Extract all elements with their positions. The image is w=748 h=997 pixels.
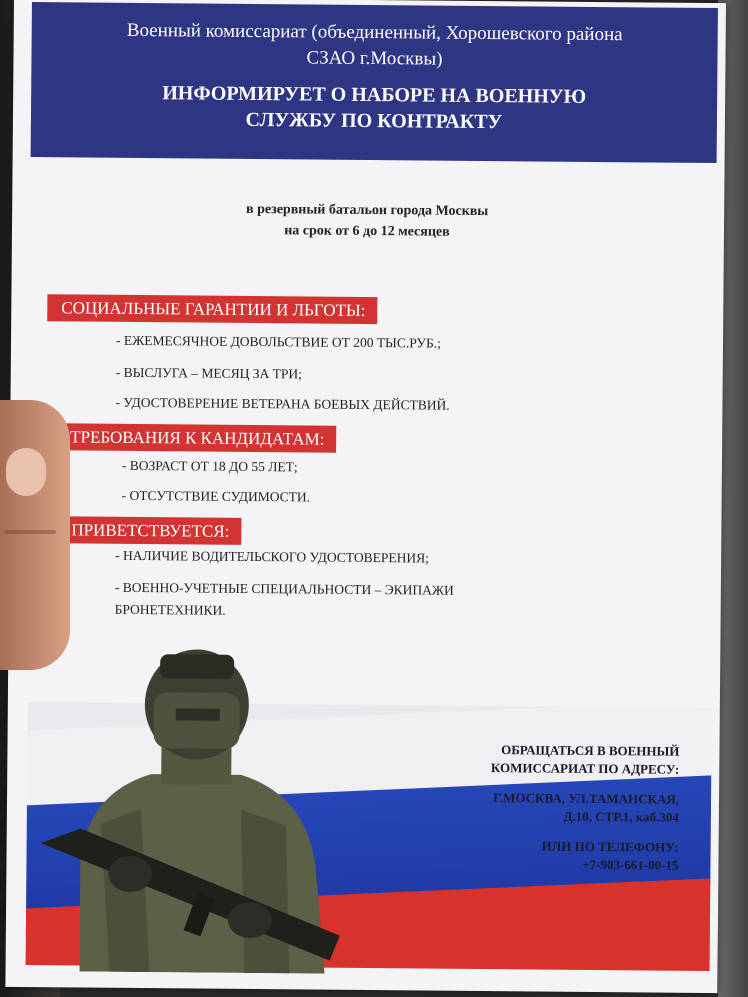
contact-line-1: ОБРАЩАТЬСЯ В ВОЕННЫЙ	[501, 742, 680, 759]
header-banner	[31, 2, 718, 163]
commissariat-name: Военный комиссариат (объединенный, Хорошевского района СЗАО г.Москвы)	[126, 19, 623, 70]
guarantee-item-3: - УДОСТОВЕРЕНИЕ ВЕТЕРАНА БОЕВЫХ ДЕЙСТВИЙ.	[115, 394, 450, 413]
headline: ИНФОРМИРУЕТ О НАБОРЕ НА ВОЕННУЮ СЛУЖБУ ПО КОНТРАКТУ	[162, 82, 587, 134]
contact-line-2: КОМИССАРИАТ ПО АДРЕСУ:	[490, 760, 680, 777]
section-label-requirements: ТРЕБОВАНИЯ К КАНДИДАТАМ:	[56, 423, 336, 452]
recruitment-flyer	[5, 0, 726, 993]
soldier-illustration	[40, 633, 353, 974]
welcomed-item-2-cont: БРОНЕТЕХНИКИ.	[114, 601, 226, 618]
section-label-welcomed: ПРИВЕТСТВУЕТСЯ:	[57, 516, 241, 545]
intro-line-2: на срок от 6 до 12 месяцев	[284, 223, 450, 240]
welcomed-item-2: - ВОЕННО-УЧЕТНЫЕ СПЕЦИАЛЬНОСТИ – ЭКИПАЖИ	[114, 579, 454, 598]
soldier-goggles	[160, 654, 234, 679]
requirement-item-2: - ОТСУТСТВИЕ СУДИМОСТИ.	[121, 487, 311, 505]
address-line-2: Д.10, СТР.1, каб.304	[563, 808, 679, 825]
soldier-vest-right	[240, 810, 291, 973]
soldier-eyes	[176, 708, 220, 720]
guarantee-item-1: - ЕЖЕМЕСЯЧНОЕ ДОВОЛЬСТВИЕ ОТ 200 ТЫС.РУБ.;	[115, 332, 441, 351]
welcomed-item-1: - НАЛИЧИЕ ВОДИТЕЛЬСКОГО УДОСТОВЕРЕНИЯ;	[115, 547, 429, 566]
intro-line-1: в резервный батальон города Москвы	[245, 201, 489, 220]
phone-number: +7-903-661-00-15	[582, 856, 679, 873]
requirement-item-1: - ВОЗРАСТ ОТ 18 ДО 55 ЛЕТ;	[121, 457, 298, 475]
address-line-1: Г.МОСКВА, УЛ.ТАМАНСКАЯ,	[493, 790, 680, 807]
knuckle-crease	[4, 530, 56, 534]
phone-label: ИЛИ ПО ТЕЛЕФОНУ:	[541, 838, 679, 855]
contact-block	[408, 740, 679, 874]
guarantee-item-2: - ВЫСЛУГА – МЕСЯЦ ЗА ТРИ;	[115, 364, 302, 382]
section-label-guarantees: СОЦИАЛЬНЫЕ ГАРАНТИИ И ЛЬГОТЫ:	[47, 294, 377, 324]
holding-hand	[0, 400, 70, 670]
thumbnail	[6, 448, 46, 496]
intro-text	[162, 198, 572, 244]
